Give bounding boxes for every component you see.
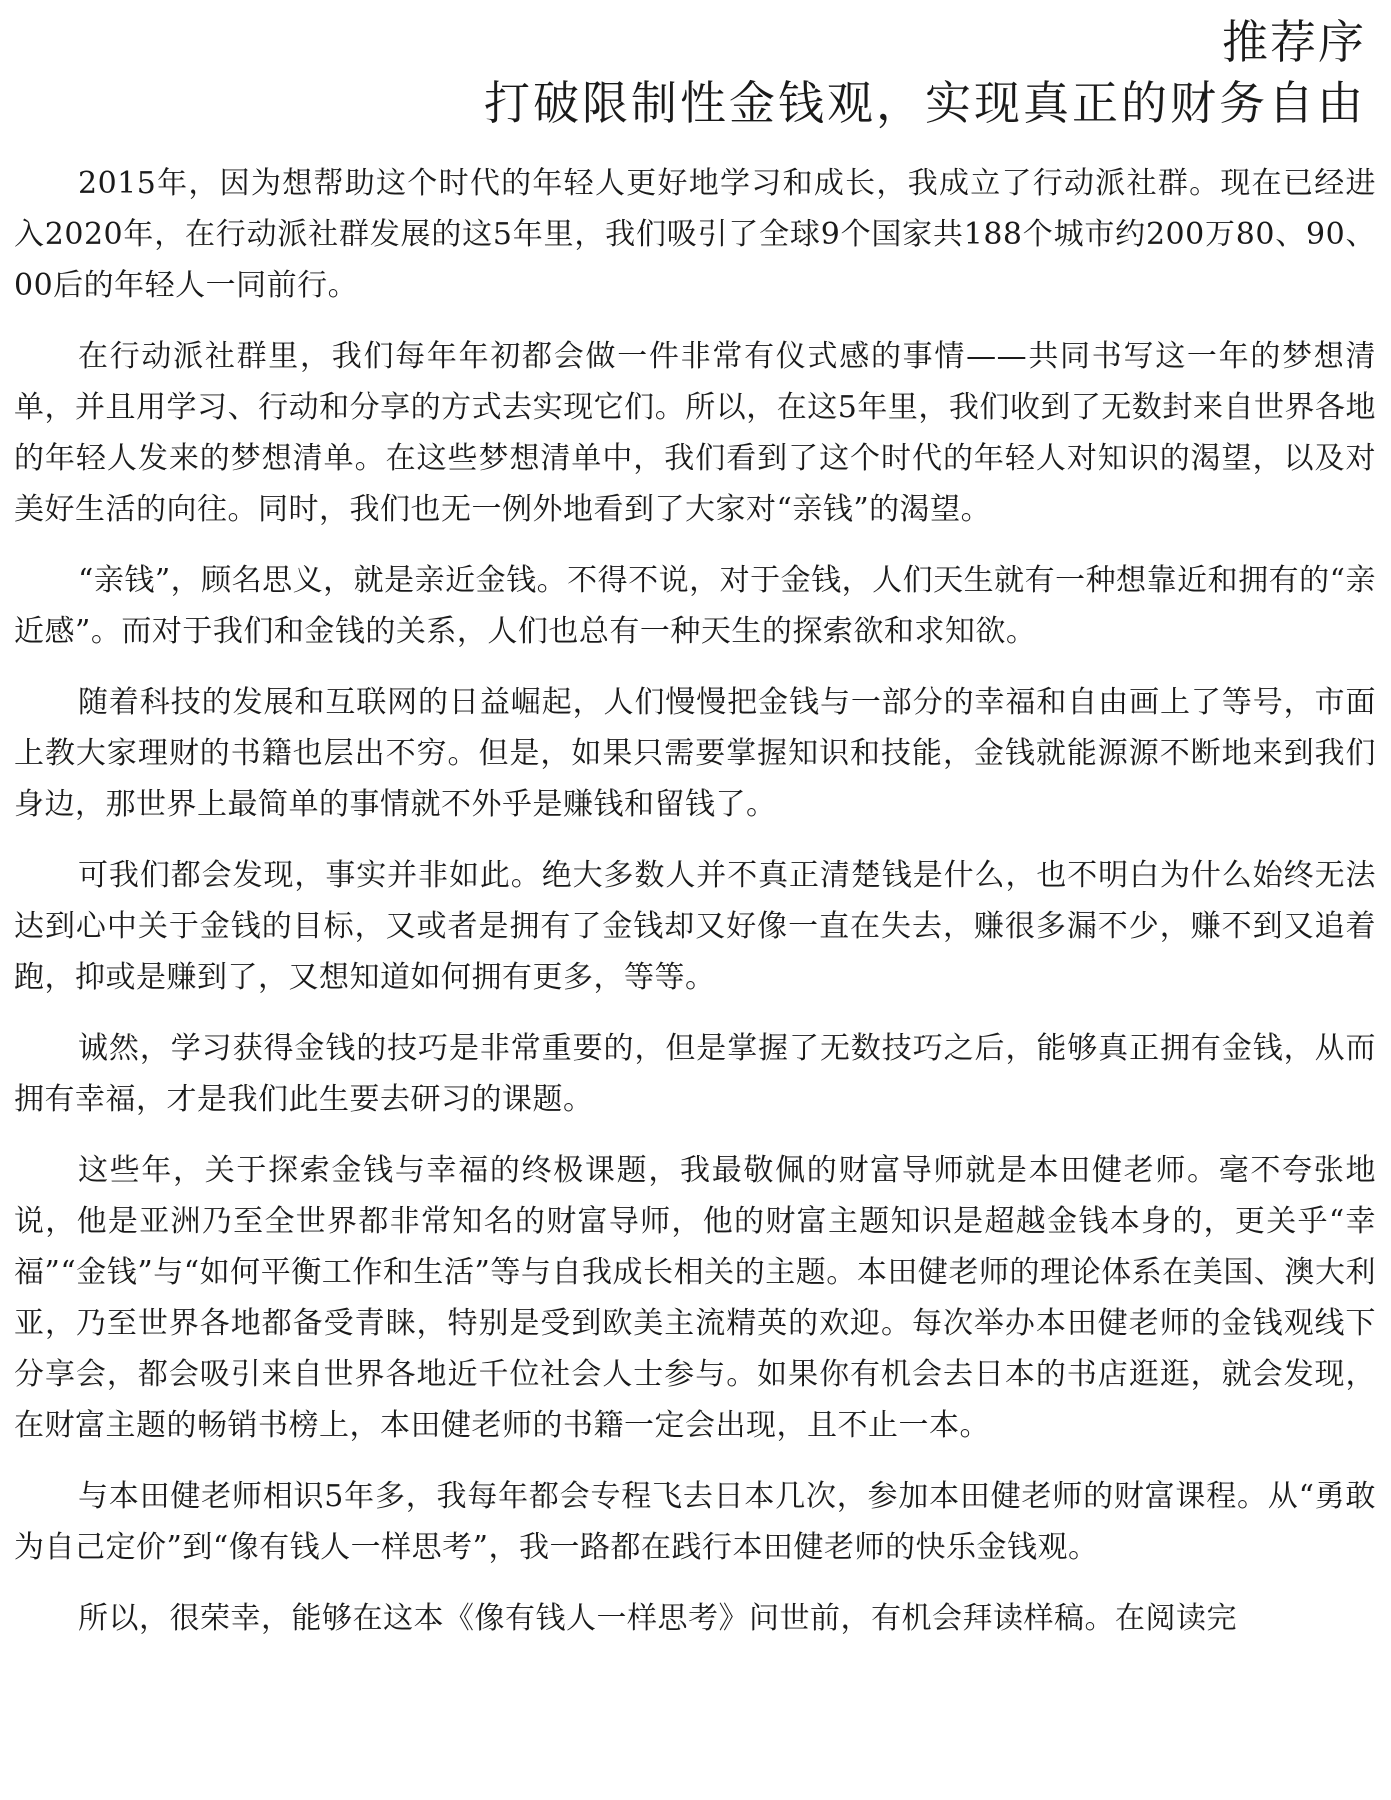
paragraph: 2015年，因为想帮助这个时代的年轻人更好地学习和成长，我成立了行动派社群。现在已经进入2020年，在行动派社群发展的这5年里，我们吸引了全球9个国家共188个城市约200万80、90、00后的年轻人一同前行。 bbox=[14, 166, 1376, 303]
heading-block bbox=[14, 12, 1376, 134]
paragraph: 诚然，学习获得金钱的技巧是非常重要的，但是掌握了无数技巧之后，能够真正拥有金钱，从而拥有幸福，才是我们此生要去研习的课题。 bbox=[14, 1031, 1376, 1117]
paragraph: “亲钱”，顾名思义，就是亲近金钱。不得不说，对于金钱，人们天生就有一种想靠近和拥有的“亲近感”。而对于我们和金钱的关系，人们也总有一种天生的探索欲和求知欲。 bbox=[14, 563, 1376, 649]
body-text bbox=[14, 158, 1376, 1644]
paragraph: 这些年，关于探索金钱与幸福的终极课题，我最敬佩的财富导师就是本田健老师。毫不夸张地说，他是亚洲乃至全世界都非常知名的财富导师，他的财富主题知识是超越金钱本身的，更关乎“幸福”“金钱”与“如何平衡工作和生活”等与自我成长相关的主题。本田健老师的理论体系在美国、澳大利亚，乃至世界各地都备受青睐，特别是受到欧美主流精英的欢迎。每次举办本田健老师的金钱观线下分享会，都会吸引来自世界各地近千位社会人士参与。如果你有机会去日本的书店逛逛，就会发现，在财富主题的畅销书榜上，本田健老师的书籍一定会出现，且不止一本。 bbox=[14, 1153, 1376, 1443]
page-subtitle: 打破限制性金钱观，实现真正的财务自由 bbox=[484, 76, 1366, 130]
page-title: 推荐序 bbox=[1222, 15, 1366, 69]
paragraph: 在行动派社群里，我们每年年初都会做一件非常有仪式感的事情——共同书写这一年的梦想清单，并且用学习、行动和分享的方式去实现它们。所以，在这5年里，我们收到了无数封来自世界各地的年轻人发来的梦想清单。在这些梦想清单中，我们看到了这个时代的年轻人对知识的渴望，以及对美好生活的向往。同时，我们也无一例外地看到了大家对“亲钱”的渴望。 bbox=[14, 339, 1376, 527]
paragraph: 所以，很荣幸，能够在这本《像有钱人一样思考》问世前，有机会拜读样稿。在阅读完 bbox=[78, 1601, 1237, 1636]
paragraph: 与本田健老师相识5年多，我每年都会专程飞去日本几次，参加本田健老师的财富课程。从“勇敢为自己定价”到“像有钱人一样思考”，我一路都在践行本田健老师的快乐金钱观。 bbox=[14, 1479, 1376, 1565]
paragraph: 可我们都会发现，事实并非如此。绝大多数人并不真正清楚钱是什么，也不明白为什么始终无法达到心中关于金钱的目标，又或者是拥有了金钱却又好像一直在失去，赚很多漏不少，赚不到又追着跑，抑或是赚到了，又想知道如何拥有更多，等等。 bbox=[14, 858, 1376, 995]
document-page bbox=[14, 12, 1376, 1788]
paragraph: 随着科技的发展和互联网的日益崛起，人们慢慢把金钱与一部分的幸福和自由画上了等号，市面上教大家理财的书籍也层出不穷。但是，如果只需要掌握知识和技能，金钱就能源源不断地来到我们身边，那世界上最简单的事情就不外乎是赚钱和留钱了。 bbox=[14, 685, 1376, 822]
